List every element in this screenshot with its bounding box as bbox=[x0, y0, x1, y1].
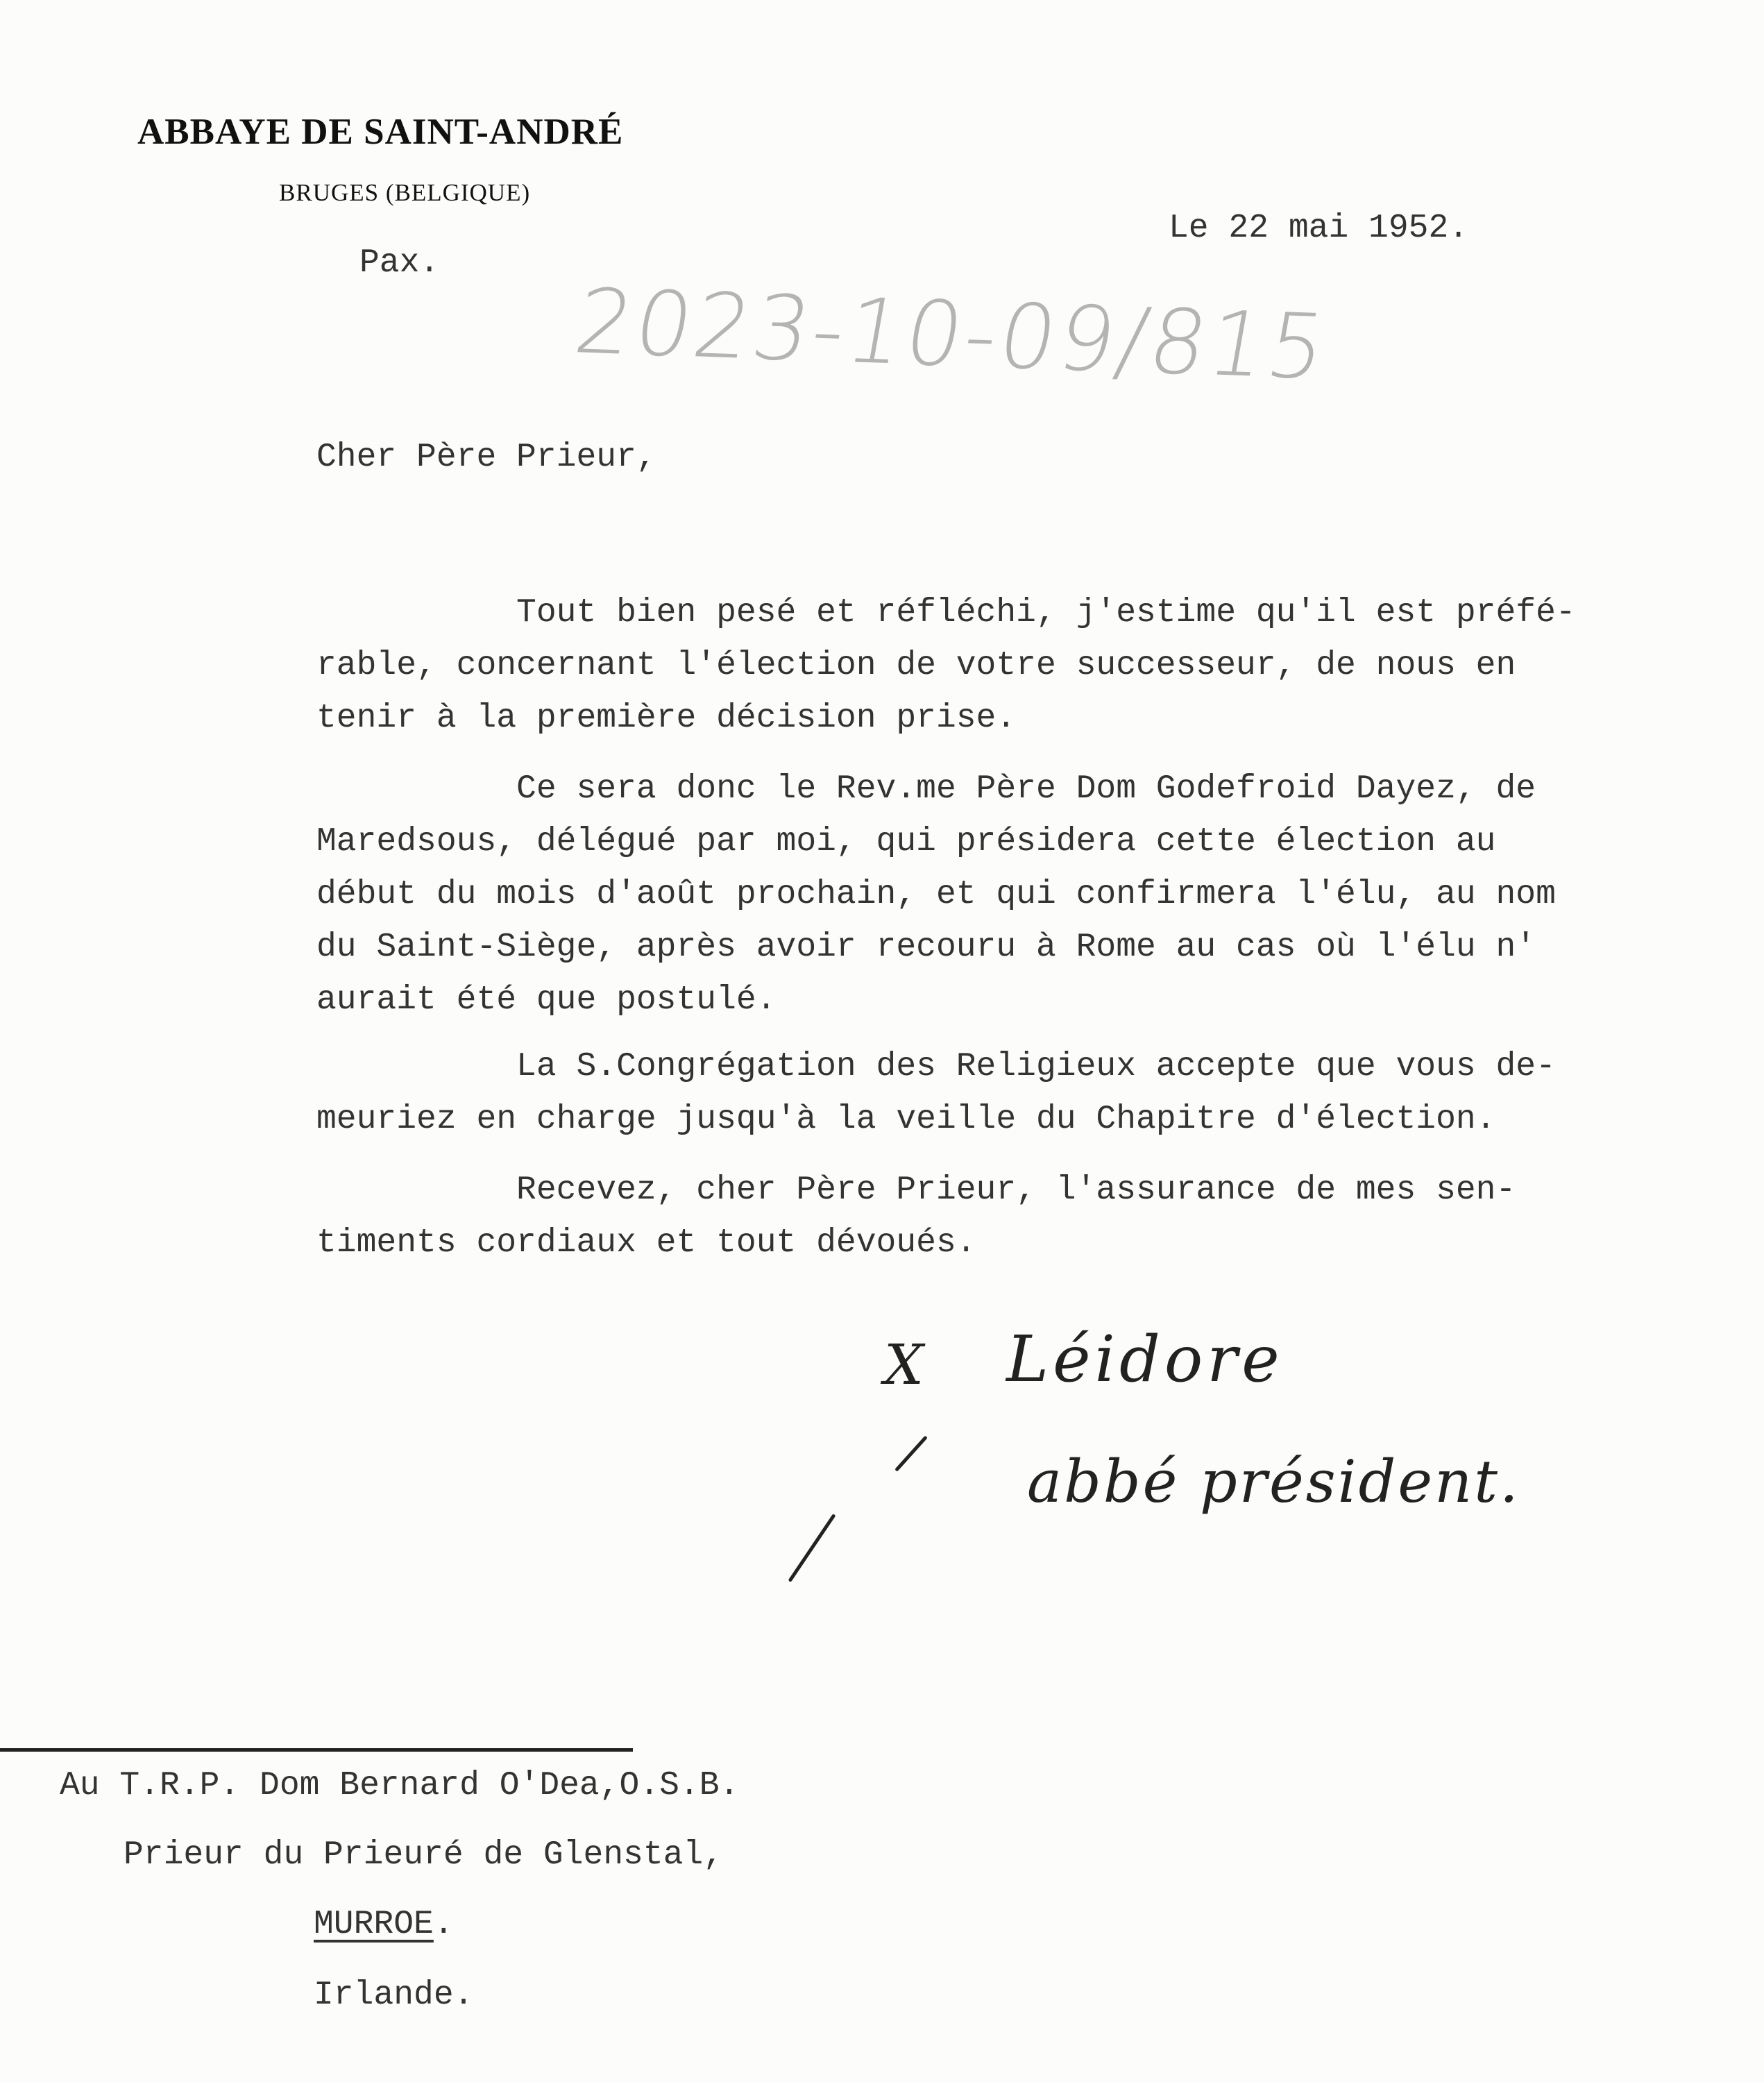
address-line-3 bbox=[314, 1906, 454, 1943]
signature-cross: X bbox=[884, 1332, 924, 1397]
address-line-4: Irlande. bbox=[314, 1977, 474, 2014]
signature-name: Léidore bbox=[1006, 1322, 1284, 1396]
body-line: Recevez, cher Père Prieur, l'assurance de mes sen- bbox=[316, 1171, 1516, 1209]
address-line-1: Au T.R.P. Dom Bernard O'Dea,O.S.B. bbox=[60, 1767, 740, 1804]
pen-stroke bbox=[894, 1435, 928, 1471]
body-line: aurait été que postulé. bbox=[316, 981, 777, 1019]
greeting: Cher Père Prieur, bbox=[316, 439, 656, 476]
address-city-period: . bbox=[433, 1906, 454, 1943]
body-line: Maredsous, délégué par moi, qui présidera cette élection au bbox=[316, 823, 1496, 861]
body-line: Tout bien pesé et réfléchi, j'estime qu'il est préfé- bbox=[316, 594, 1576, 632]
body-line: du Saint-Siège, après avoir recouru à Rome au cas où l'élu n' bbox=[316, 929, 1536, 966]
body-line: meuriez en charge jusqu'à la veille du Chapitre d'élection. bbox=[316, 1101, 1496, 1138]
signature-title: abbé président. bbox=[1027, 1448, 1520, 1516]
body-line: timents cordiaux et tout dévoués. bbox=[316, 1224, 976, 1262]
archive-reference: 2023-10-09/815 bbox=[567, 270, 1337, 400]
letter-date: Le 22 mai 1952. bbox=[1169, 210, 1469, 247]
divider bbox=[0, 1748, 633, 1752]
letterhead-name: ABBAYE DE SAINT-ANDRÉ bbox=[137, 112, 624, 152]
address-city: MURROE bbox=[314, 1906, 434, 1943]
body-line: tenir à la première décision prise. bbox=[316, 700, 1017, 737]
body-line: début du mois d'août prochain, et qui confirmera l'élu, au nom bbox=[316, 876, 1556, 913]
letterhead-city: BRUGES (BELGIQUE) bbox=[279, 179, 531, 206]
body-line: La S.Congrégation des Religieux accepte que vous de- bbox=[316, 1048, 1556, 1085]
address-line-2: Prieur du Prieuré de Glenstal, bbox=[124, 1836, 724, 1874]
pax: Pax. bbox=[359, 244, 440, 282]
body-line: rable, concernant l'élection de votre successeur, de nous en bbox=[316, 647, 1516, 684]
body-line: Ce sera donc le Rev.me Père Dom Godefroid Dayez, de bbox=[316, 770, 1536, 808]
pen-stroke bbox=[788, 1514, 836, 1582]
